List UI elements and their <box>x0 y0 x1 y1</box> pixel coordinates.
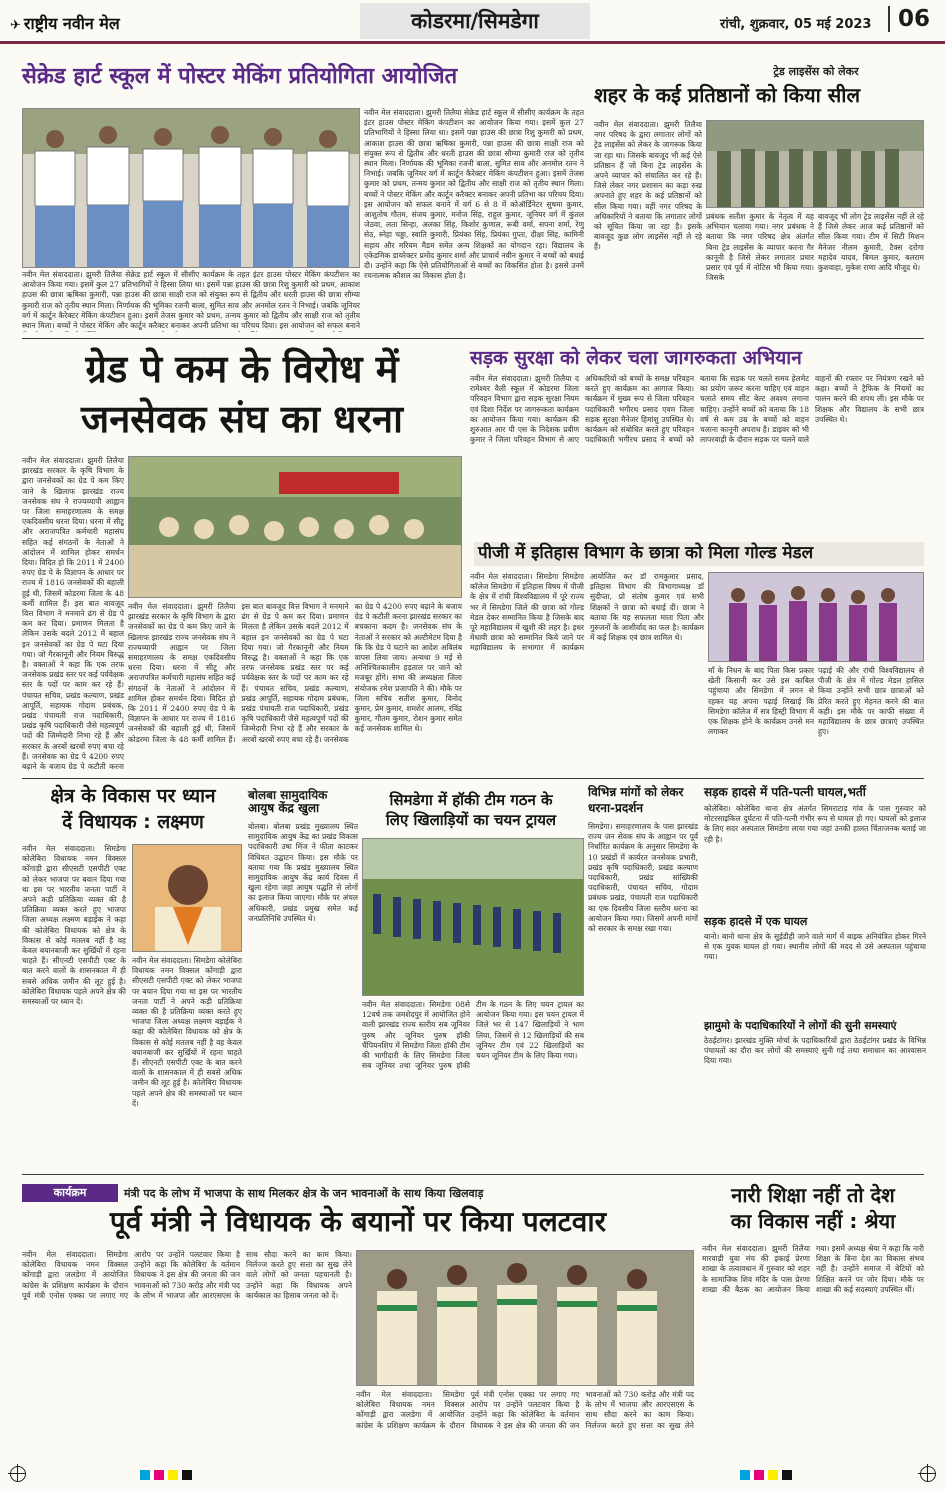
section-divider <box>22 1174 924 1175</box>
story8-body: नवीन मेल संवाददाता। सिमडेगा 08से 12वर्ष तक जमशेदपुर में आयोजित होने वाली झारखंड राज्य स्तरीय सब जूनियर पुरुष और जूनियर पुरुष हॉकी चैंपियनशिप में सिमडेगा जिला हॉकी टीम की भागीदारी के लिए सिमडेगा जिला सब जूनियर तथा जूनियर पुरुष हॉकी टीम के गठन के लिए चयन ट्रायल का आयोजन किया गया। इस चयन ट्रायल में जिले भर से 147 खिलाड़ियों ने भाग लिया, जिसमें से 12 खिलाड़ियों की सब जूनियर टीम एवं 22 खिलाड़ियों का चयन जूनियर टीम के लिए किया गया। <box>362 1000 584 1071</box>
section-title: कोडरमा/सिमडेगा <box>360 3 590 39</box>
story11-kicker: मंत्री पद के लोभ में भाजपा के साथ मिलकर क्षेत्र के जन भावनाओं के साथ किया खिलवाड़ <box>124 1187 484 1200</box>
story12-headline-line2: का विकास नहीं : श्रेया <box>730 1209 896 1233</box>
medal-ceremony-illustration <box>709 573 924 662</box>
story1-body: नवीन मेल संवाददाता। झुमरी तिलैया सेक्रेड हार्ट स्कूल में सीसीए कार्यक्रम के तहत इंटर हाउस पोस्टर मेकिंग कंपटीशन का आयोजन किया गया। इसमें कुल 27 प्रतिभागियों ने हिस्सा लिया था। इसमें पन्ना हाउस की छात्रा रिशु कुमारी को प्रथम, आकाश हाउस की छात्रा ऋषिका कुमारी, पन्ना हाउस की छात्रा साक्षी राज को संयुक्त रूप से द्वितीय और धरती हाउस की छात्रा सौम्या कुमारी राज को तृतीय स्थान मिला। निर्णायक की भूमिका रजनी बाला, सुमित साव और अनमोल रतन ने निभाई। जबकि जूनियर वर्ग में कार्टून कैरेक्टर मेकिंग कंपटीशन हुआ। इसमें तेजस कुमार को प्रथम, तन्मय कुमार को द्वितीय और साक्षी राज को तृतीय स्थान मिला। बच्चों ने पोस्टर मेकिंग और कार्टून करैक्टर बनाकर अपनी प्रतिभा का परिचय दिया। इस आयोजन को सफल बनाने <box>22 270 360 331</box>
story8-photo <box>362 838 584 996</box>
story1-headline: सेक्रेड हार्ट स्कूल में पोस्टर मेकिंग प्रतियोगिता आयोजित <box>22 64 458 89</box>
story6-headline-line2: दें विधायक : लक्ष्मण <box>62 811 204 833</box>
story11-headline: पूर्व मंत्री ने विधायक के बयानों पर किया पलटवार <box>109 1205 607 1238</box>
cyan-swatch <box>740 1470 750 1480</box>
story5-caption-right: पढ़ाई की और रांची विश्वविद्यालय से पीजी के क्षेत्र में गोल्ड मेडल हासिल किया उन्होंने सभी छात्र छात्राओं को प्रेरित करते हुए मेहनत करने की बात कही। इस मौके पर काफी संख्या में महाविद्यालय के छात्र छात्राएं उपस्थित हुए। <box>818 666 924 737</box>
magenta-swatch <box>754 1470 764 1480</box>
story3-headline-line2: जनसेवक संघ का धरना <box>81 397 403 441</box>
black-swatch <box>182 1470 192 1480</box>
section-divider <box>22 338 924 339</box>
students-with-posters-illustration <box>23 109 360 268</box>
story2-photo <box>706 120 924 208</box>
story10-sub1-body: बानो। बानो थाना क्षेत्र के सुईडीही जाने वाले मार्ग में बाइक अनियंत्रित होकर गिरने से एक युवक घायल हो गया। स्थानीय लोगों की मदद से उसे अस्पताल पहुंचाया गया। <box>704 932 926 962</box>
political-rally-illustration <box>357 1251 694 1386</box>
story2-headline: शहर के कई प्रतिष्ठानों को किया सील <box>594 83 861 107</box>
magenta-swatch <box>154 1470 164 1480</box>
story7-body: बोलबा। बोलबा प्रखंड मुख्यालय स्थित सामुदायिक आयुष केंद्र का प्रखंड विकास पदाधिकारी उषा मिंज ने फीता काटकर विधिवत उद्घाटन किया। इस मौके पर बताया गया कि प्रखंड मुख्यालय स्थित सामुदायिक आयुष केंद्र कार्य दिवस में खुला रहेगा जहां आयुष पद्धति से लोगों का इलाज किया जाएगा। मौके पर अंचल अधिकारी, प्रखंड प्रमुख समेत कई जनप्रतिनिधि उपस्थित थे। <box>248 822 358 923</box>
story9-headline-line2: धरना-प्रदर्शन <box>588 801 644 815</box>
story2-caption-right: बावजूद भी लोग ट्रेड लाइसेंस नहीं ले रहे हैं जिसे लेकर आज कई प्रतिष्ठानों को सील किया गया। टीम में सिटी मिशन मैनेजर नीलम कुमारी, टैक्स दरोगा महादेव यादव, बिमल कुमार, बलराम कुशवाहा, मुकेश राणा आदि मौजूद थे। <box>818 212 924 273</box>
story5-photo <box>708 572 924 662</box>
dateline: रांची, शुक्रवार, 05 मई 2023 <box>720 17 872 32</box>
story1-body-continued: नवीन मेल संवाददाता। झुमरी तिलैया सेक्रेड हार्ट स्कूल में सीसीए कार्यक्रम के तहत इंटर हाउस पोस्टर मेकिंग कंपटीशन का आयोजन किया गया। इसमें कुल 27 प्रतिभागियों ने हिस्सा लिया था। इसमें पन्ना हाउस की छात्रा रिशु कुमारी को प्रथम, आकाश हाउस की छात्रा ऋषिका कुमारी, पन्ना हाउस की छात्रा साक्षी राज को संयुक्त रूप से द्वितीय और धरती हाउस की छात्रा सौम्या कुमारी राज को तृतीय स्थान मिला। निर्णायक की भूमिका रजनी बाला, सुमित साव और अनमोल रतन ने निभाई। जबकि जूनियर वर्ग में कार्टून कैरेक्टर मेकिंग कंपटीशन हुआ। इसमें तेजस कुमार को प्रथम, तन्मय कुमार को द्वितीय और साक्षी राज को तृतीय स्थान मिला। बच्चों ने पोस्टर मेकिंग और कार्टून करैक्टर बनाकर अपनी प्रतिभा का परिचय दिया। इस आयोजन को सफल बनाने में वर्ग 6 से 8 में कोऑर्डिनेटर सुषमा कुमार, आशुतोष गौतम, संजय कुमार, मनोज सिंह, राहुल कुमार, जूनियर वर्ग में कुंतल जेठवा, लता सिन्हा, अलका सिंह, किशोर कुणाल, रूबी वर्मा, सपना शर्मा, रेणु सेठ, स्नेहा चड्डा, स्वाति कुमारी, प्रियंका सिंह, प्रियंका गुप्ता, दीक्षा सिंह, कामिनी सहाय और मरियम मैडम समेत अन्य शिक्षकों का योगदान रहा। विद्यालय के एकेडमिक डायरेक्टर प्रमोद कुमार शर्मा और प्राचार्य नवीन कुमार ने बच्चों को बधाई दी। उन्होंने कहा कि ऐसे प्रतियोगिताओं से बच्चों का विकसित होता है। इससे उनमें रचनात्मक कौशल का विकास होता है। <box>364 108 584 281</box>
story10-sub1-headline: सड़क हादसे में एक घायल <box>704 915 808 928</box>
yellow-swatch <box>768 1470 778 1480</box>
story4-body: नवीन मेल संवाददाता। झुमरी तिलैया द रामेश्वर वैली स्कूल में कोडरमा जिला परिवहन विभाग द्वारा सड़क सुरक्षा नियम एवं दिशा निर्देश पर जागरूकता कार्यक्रम का आयोजन किया गया। कार्यक्रम की शुरुआत आर पी एस के निदेशक प्रवीण कुमार ने जिला परिवहन विभाग से आए अधिकारियों को बच्चों के समक्ष परिवहन करते हुए कार्यक्रम का आगाज किया। कार्यक्रम में मुख्य रूप से जिला परिवहन पदाधिकारी भगीरथ प्रसाद एवम जिला सड़क सुरक्षा मैनेजर हिमांशु उपस्थित थे। कार्यक्रम को संबोधित करते हुए परिवहन पदाधिकारी भगीरथ प्रसाद ने बच्चों को बताया कि सड़क पर चलते समय हेलमेट का प्रयोग जरूर करना चाहिए एवं वाहन चलाते समय सीट बेल्ट अवश्य लगाना चाहिए। उन्होंने बच्चों को बताया कि 18 वर्ष से कम उम्र के बच्चों को वाहन चलाना कानूनी अपराध है। डाइवर को भी लापरवाही के दौरान सड़क पर चलने वाले वाहनों की रफ्तार पर नियंत्रण रखने को कहा। बच्चों ने ट्रैफिक के नियमों का पालन करने की शपथ ली। इस मौके पर शिक्षक और विद्यालय के सभी छात्र उपस्थित थे। <box>470 374 924 445</box>
story7-kicker: बोलबा सामुदायिक <box>248 788 328 802</box>
story11-body: नवीन मेल संवाददाता। सिमडेगा कोलेबिरा विधायक नमन विक्सल कोंगाड़ी द्वारा जलडेगा में आयोजित कांग्रेस के प्रशिक्षण कार्यक्रम के दौरान पूर्व मंत्री एनोस एक्का पर लगाए गए आरोप पर उन्होंने पलटवार किया है उन्होंने कहा कि कोलेबिरा के वर्तमान विधायक ने इस क्षेत्र की जनता की जन भावनाओं को 730 करोड़ और मंत्री पद के लोभ में भाजपा और आरएसएस के साथ सौदा करने का काम किया। निर्लज्ज करते हुए सत्ता का सुख लेने वाले लोगों को जनता पहचानती है। उन्होंने कहा कि विधायक अपने कार्यकाल का हिसाब जनता को दें। <box>22 1250 352 1300</box>
story3-body: नवीन मेल संवाददाता। झुमरी तिलैया झारखंड सरकार के कृषि विभाग के द्वारा जनसेवकों का ग्रेड पे कम किए जाने के खिलाफ झारखंड राज्य जनसेवक संघ ने राज्यव्यापी आह्वान पर जिला समाहरणालय के समक्ष एकदिवसीय धरना दिया। धरना में सीटू और अराजपत्रित कर्मचारी महासंघ सहित कई संगठनों के नेताओं ने आंदोलन में शामिल होकर समर्थन दिया। विदित हो कि 2011 में 2400 रुपए ग्रेड पे के विज्ञापन के आधार पर राज्य में 1816 जनसेवकों की बहाली हुई थी, जिसमें कोडरमा जिला के 48 कर्मी शामिल हैं। इस बात बावजूद वित्त विभाग ने मनमाने ढंग से ग्रेड पे कम कर दिया। प्रमाणन मिलता है लेकिन उसके बदले 2012 में बहाल इन जनसेवकों का ग्रेड पे घटा दिया गया। जो गैरकानूनी और नियम विरुद्ध है। वक्ताओं ने कहा कि एक तरफ जनसेवक प्रखंड स्तर पर कई पर्यवेक्षक स्तर के पदों पर काम कर रहे हैं। पंचायत सचिव, प्रखंड कल्याण, प्रखंड आपूर्ति, सहायक गोदाम प्रबंधक, प्रखंड पंचायती राज पदाधिकारी, प्रखंड कृषि पदाधिकारी जैसे महत्वपूर्ण पदों की जिम्मेदारी निभा रहे हैं और सरकार के अरबों खरबों रुपए बचा रहे हैं। जनसेवक का ग्रेड पे 4200 रुपए बढ़ाने के बजाय ग्रेड पे कटौती करना <box>22 456 124 772</box>
black-swatch <box>782 1470 792 1480</box>
story6-photo <box>132 844 242 952</box>
story1-photo <box>22 108 360 268</box>
story5-body: नवीन मेल संवाददाता। सिमडेगा सिमडेगा कॉलेज सिमडेगा में इतिहास विषय में पीजी के क्षेत्र में रांची विश्वविद्यालय में पूरे राज्य भर में सिमडेगा जिले की छात्रा को गोल्ड मेडल देकर सम्मानित किया है जिसके बाद पूरे महाविद्यालय में खुशी की लहर है। इधर मेधावी छात्रा को सम्मानित किये जाने पर महाविद्यालय के सभागार में कार्यक्रम आयोजित कर डॉ रामकुमार प्रसाद, इतिहास विभाग की विभागाध्यक्ष डॉ सुदीप्ता, प्रो संतोष कुमार एवं सभी शिक्षकों ने छात्रा को बधाई दी। छात्रा ने बताया कि यह सफलता माता पिता और गुरुजनों के आशीर्वाद का फल है। कार्यक्रम में कई शिक्षक एवं छात्र शामिल थे। <box>470 572 704 653</box>
story9-body: सिमडेगा। समाहरणालय के पास झारखंड राज्य जन सेवक संघ के आह्वान पर पूर्व निर्धारित कार्यक्रम के अनुसार सिमडेगा के 10 प्रखंडों में कार्यरत जनसेवक प्रभारी, प्रखंड कृषि पदाधिकारी, प्रखंड कल्याण पदाधिकारी, प्रखंड सांख्यिकी पदाधिकारी, पंचायत सचिव, गोदाम प्रबंधक प्रखंड, पंचायती राज पदाधिकारी का एक दिवसीय जिला स्तरीय धरना का आयोजन किया गया। जिसमें अपनी मांगों को सरकार के समक्ष रखा गया। <box>588 822 698 934</box>
story6-body-continued: नवीन मेल संवाददाता। सिमडेगा कोलेबिरा विधायक नमन विक्सल कोंगाड़ी द्वारा सीएसटी एसपीटी एक्ट को लेकर भाजपा पर बयान दिया गया था इस पर भारतीय जनता पार्टी ने अपने कड़ी प्रतिक्रिया व्यक्त की है प्रतिक्रिया व्यक्त करते हुए भाजपा जिला अध्यक्ष लक्ष्मण बड़ाईक ने कहा की कोलेबिरा विधायक को क्षेत्र के विकास से कोई मतलब नहीं है वह केवल बयानबाजी कर सुर्खियों में रहना चाहते हैं। सीएनटी एसपीटी एक्ट के बात करने वालों के शासनकाल में ही सबसे अधिक जमीन की लूट हुई है। कोलेबिरा विधायक पहले अपने क्षेत्र की समस्याओं पर ध्यान दें। <box>132 956 242 1108</box>
story11-photo <box>356 1250 694 1386</box>
bird-logo-icon: ✈ <box>10 18 21 33</box>
story3-photo <box>128 456 462 598</box>
story7-headline: आयुष केंद्र खुला <box>248 801 320 815</box>
story2-caption-left: प्रबंधक सतीश कुमार के नेतृत्व में यह अभियान चलाया गया। नगर प्रबंधक ने बताया कि नगर परिषद क्षेत्र अंतर्गत बिना ट्रेड लाइसेंस के व्यापार करना गैर कानूनी है जिसे लेकर लगातार प्रचार प्रसार एवं पूर्व में नोटिस भी किया गया। जिसके <box>706 212 814 283</box>
cyan-swatch <box>140 1470 150 1480</box>
yellow-swatch <box>168 1470 178 1480</box>
brand-name: राष्ट्रीय नवीन मेल <box>23 14 120 33</box>
hockey-trial-illustration <box>363 839 584 996</box>
story5-caption-left: माँ के निधन के बाद पिता किस प्रकार खेती किसानी कर उसे इस काबिल पहुंचाया और सिमडेगा में लगन से रहकर यह अपना पढ़ाई लिखाई कि सिमडेगा कॉलेज में सत्र हिस्ट्री विभाग में एक शिक्षक होने के कार्यक्रम उनसे मन लगाकर <box>708 666 814 737</box>
officials-group-illustration <box>707 121 924 208</box>
registration-mark-icon <box>10 1466 26 1482</box>
masthead <box>0 0 945 44</box>
story8-headline-line1: सिमडेगा में हॉकी टीम गठन के <box>389 791 553 809</box>
portrait-illustration <box>133 845 242 952</box>
story9-headline-line1: विभिन्न मांगों को लेकर <box>588 785 684 799</box>
protest-gathering-illustration <box>129 457 462 598</box>
page-number: 06 <box>888 6 930 32</box>
story3-headline-line1: ग्रेड पे कम के विरोध में <box>85 347 399 391</box>
section-divider <box>22 778 924 779</box>
story12-headline-line1: नारी शिक्षा नहीं तो देश <box>731 1183 895 1207</box>
story5-headline: पीजी में इतिहास विभाग के छात्रा को मिला गोल्ड मेडल <box>474 542 924 566</box>
registration-mark-icon <box>920 1466 936 1482</box>
story3-body-continued: नवीन मेल संवाददाता। झुमरी तिलैया झारखंड सरकार के कृषि विभाग के द्वारा जनसेवकों का ग्रेड पे कम किए जाने के खिलाफ झारखंड राज्य जनसेवक संघ ने राज्यव्यापी आह्वान पर जिला समाहरणालय के समक्ष एकदिवसीय धरना दिया। धरना में सीटू और अराजपत्रित कर्मचारी महासंघ सहित कई संगठनों के नेताओं ने आंदोलन में शामिल होकर समर्थन दिया। विदित हो कि 2011 में 2400 रुपए ग्रेड पे के विज्ञापन के आधार पर राज्य में 1816 जनसेवकों की बहाली हुई थी, जिसमें कोडरमा जिला के 48 कर्मी शामिल हैं। इस बात बावजूद वित्त विभाग ने मनमाने ढंग से ग्रेड पे कम कर दिया। प्रमाणन मिलता है लेकिन उसके बदले 2012 में बहाल इन जनसेवकों का ग्रेड पे घटा दिया गया। जो गैरकानूनी और नियम विरुद्ध है। वक्ताओं ने कहा कि एक तरफ जनसेवक प्रखंड स्तर पर कई पर्यवेक्षक स्तर के पदों पर काम कर रहे हैं। पंचायत सचिव, प्रखंड कल्याण, प्रखंड आपूर्ति, सहायक गोदाम प्रबंधक, प्रखंड पंचायती राज पदाधिकारी, प्रखंड कृषि पदाधिकारी जैसे महत्वपूर्ण पदों की जिम्मेदारी निभा रहे हैं और सरकार के अरबों खरबों रुपए बचा रहे हैं। जनसेवक का ग्रेड पे 4200 रुपए बढ़ाने के बजाय ग्रेड पे कटौती करना झारखंड सरकार का बचकाना कदम है। जनसेवक संघ के नेताओं ने सरकार को अल्टीमेटम दिया है कि कि ग्रेड पे घटाने का आदेश अविलंब वापस लिया जाय। अन्यथा 9 मई से अनिश्चितकालीन हड़ताल पर जाने को मजबूर होंगे। सभा की अध्यक्षता जिला संयोजक रमेश प्रजापति ने की। मौके पर जिला सचिव सतीश कुमार, विनोद कुमार, प्रेम कुमार, शमशेर आलम, रविंद्र कुमार, गौतम कुमार, रोशन कुमार समेत कई जनसेवक शामिल थे। <box>128 602 462 744</box>
story10-headline: सड़क हादसे में पति-पत्नी घायल,भर्ती <box>704 785 866 799</box>
story6-body: नवीन मेल संवाददाता। सिमडेगा कोलेबिरा विधायक नमन विक्सल कोंगाड़ी द्वारा सीएसटी एसपीटी एक्ट को लेकर भाजपा पर बयान दिया गया था इस पर भारतीय जनता पार्टी ने अपने कड़ी प्रतिक्रिया व्यक्त की है प्रतिक्रिया व्यक्त करते हुए भाजपा जिला अध्यक्ष लक्ष्मण बड़ाईक ने कहा की कोलेबिरा विधायक को क्षेत्र के विकास से कोई मतलब नहीं है वह केवल बयानबाजी कर सुर्खियों में रहना चाहते हैं। सीएनटी एसपीटी एक्ट के बात करने वालों के शासनकाल में ही सबसे अधिक जमीन की लूट हुई है। कोलेबिरा विधायक पहले अपने क्षेत्र की समस्याओं पर ध्यान दें। <box>22 844 126 1007</box>
story11-body-continued: नवीन मेल संवाददाता। सिमडेगा कोलेबिरा विधायक नमन विक्सल कोंगाड़ी द्वारा जलडेगा में आयोजित कांग्रेस के प्रशिक्षण कार्यक्रम के दौरान पूर्व मंत्री एनोस एक्का पर लगाए गए आरोप पर उन्होंने पलटवार किया है उन्होंने कहा कि कोलेबिरा के वर्तमान विधायक ने इस क्षेत्र की जनता की जन भावनाओं को 730 करोड़ और मंत्री पद के लोभ में भाजपा और आरएसएस के साथ सौदा करने का काम किया। निर्लज्ज करते हुए सत्ता का सुख लेने <box>356 1390 694 1430</box>
story6-headline-line1: क्षेत्र के विकास पर ध्यान <box>50 785 216 807</box>
newspaper-brand <box>10 12 120 34</box>
story2-kicker: ट्रेड लाइसेंस को लेकर <box>773 65 859 78</box>
story10-sub2-headline: झामुमो के पदाधिकारियों ने लोगों की सुनी समस्याएं <box>704 1020 897 1032</box>
story11-tag: कार्यक्रम <box>22 1184 118 1202</box>
story4-headline: सड़क सुरक्षा को लेकर चला जागरुकता अभियान <box>470 347 802 369</box>
story10-sub2-body: ठेठईटांगर। झारखंड मुक्ति मोर्चा के पदाधिकारियों द्वारा ठेठईटांगर प्रखंड के विभिन्न पंचायतों का दौरा कर लोगों की समस्याएं सुनी गई तथा समाधान का आश्वासन दिया गया। <box>704 1036 926 1066</box>
story10-body: कोलेबिरा। कोलेबिरा थाना क्षेत्र अंतर्गत सिमराटाड़ गांव के पास गुरुवार को मोटरसाइकिल दुर्घटना में पति-पत्नी गंभीर रूप से घायल हो गए। घायलों को इलाज के लिए सदर अस्पताल सिमडेगा लाया गया जहां उनकी हालत चिंताजनक बताई जा रही है। <box>704 804 926 844</box>
story8-headline-line2: लिए खिलाड़ियों का चयन ट्रायल <box>385 811 557 829</box>
story2-body: नवीन मेल संवाददाता। झुमरी तिलैया नगर परिषद के द्वारा लगातार लोगों को ट्रेड लाइसेंस को लेकर के जागरूक किया जा रहा था। जिसके बावजूद भी कई ऐसे प्रतिष्ठान हैं जो बिना ट्रेड लाइसेंस के अपने व्यापार को संचालित कर रहे हैं। जिसे लेकर नगर प्रशासन का कड़ा रुख अपनाते हुए शहर के कई प्रतिष्ठानों को सील किया गया। वहीं नगर परिषद के अधिकारियों ने बताया कि लगातार लोगों को सूचित किया जा रहा है। इसके बावजूद कुछ लोग लाइसेंस नहीं ले रहे हैं। <box>594 120 702 252</box>
story12-body: नवीन मेल संवाददाता। झुमरी तिलैया मारवाड़ी युवा मंच की इकाई प्रेरणा शाखा के तत्वावधान में गुरुवार को शहर के सामाजिक शिव मंदिर के पास प्रेरणा शाखा की बैठक का आयोजन किया गया। इसमें अध्यक्ष श्रेया ने कहा कि नारी शिक्षा के बिना देश का विकास संभव नहीं है। उन्होंने समाज में बेटियों को शिक्षित करने पर जोर दिया। मौके पर शाखा की कई सदस्याएं उपस्थित थीं। <box>702 1244 924 1294</box>
